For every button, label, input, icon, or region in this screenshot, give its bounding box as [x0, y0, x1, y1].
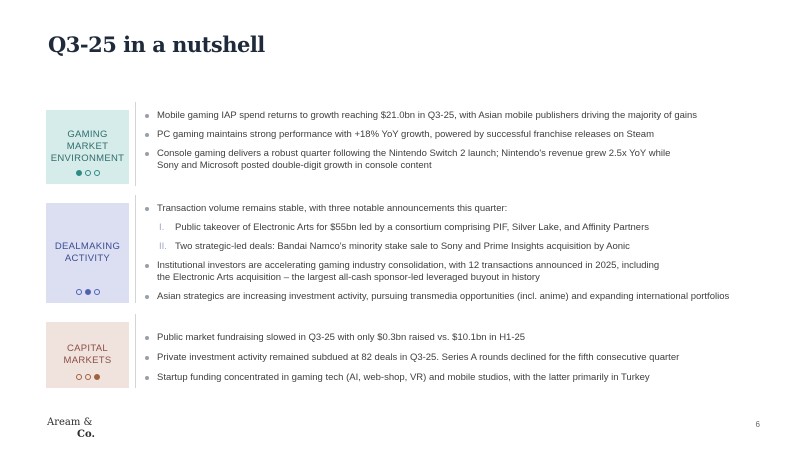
bullet-list	[145, 203, 745, 303]
bullet-item: Asian strategics are increasing investment activity, pursuing transmedia opportunities (incl. anime) and expanding international portfolios	[145, 291, 745, 303]
company-logo	[47, 417, 95, 441]
dot-filled-icon	[85, 289, 91, 295]
sub-bullet-text: Public takeover of Electronic Arts for $55bn led by a consortium comprising PIF, Silver Lake, and Affinity Partners	[175, 222, 649, 233]
bullet-item: Mobile gaming IAP spend returns to growth reaching $21.0bn in Q3-25, with Asian mobile publishers driving the majority of gains	[145, 110, 745, 122]
dot-filled-icon	[94, 374, 100, 380]
section-label-box	[46, 110, 129, 184]
section-label: DEALMAKING ACTIVITY	[54, 241, 121, 264]
progress-dots	[46, 170, 129, 176]
section-label-box	[46, 203, 129, 303]
sub-bullet-item	[145, 222, 745, 234]
dot-empty-icon	[94, 170, 100, 176]
section-capital-markets	[46, 322, 746, 388]
section-label: CAPITAL MARKETS	[63, 343, 112, 366]
progress-dots	[46, 374, 129, 380]
page-number: 6	[755, 420, 760, 429]
bullet-item: Transaction volume remains stable, with three notable announcements this quarter:	[145, 203, 745, 215]
divider	[135, 102, 136, 186]
progress-dots	[46, 289, 129, 295]
sub-bullet-item	[145, 241, 745, 253]
divider	[135, 314, 136, 388]
section-dealmaking	[46, 203, 746, 303]
bullet-item: PC gaming maintains strong performance with +18% YoY growth, powered by successful franchise releases on Steam	[145, 129, 745, 141]
sub-bullet-number: I.	[159, 222, 165, 233]
dot-empty-icon	[76, 289, 82, 295]
dot-empty-icon	[76, 374, 82, 380]
dot-filled-icon	[76, 170, 82, 176]
dot-empty-icon	[94, 289, 100, 295]
sub-bullet-text: Two strategic-led deals: Bandai Namco's minority stake sale to Sony and Prime Insights acquisition by Aonic	[175, 241, 630, 252]
sub-bullet-number: II.	[159, 241, 167, 252]
bullet-item: Institutional investors are accelerating gaming industry consolidation, with 12 transactions announced in 2025, including the Electronic Arts acquisition – the largest all-cash sponsor-led leveraged buyout in history	[145, 260, 745, 284]
logo-line-1: Aream &	[47, 417, 93, 428]
bullet-item: Public market fundraising slowed in Q3-25 with only $0.3bn raised vs. $10.1bn in H1-25	[145, 332, 745, 344]
bullet-item: Startup funding concentrated in gaming tech (AI, web-shop, VR) and mobile studios, with the latter primarily in Turkey	[145, 372, 745, 384]
bullet-list	[145, 110, 745, 172]
logo-line-2: Co.	[77, 429, 95, 440]
page-title: Q3-25 in a nutshell	[48, 32, 265, 57]
bullet-item: Console gaming delivers a robust quarter following the Nintendo Switch 2 launch; Nintendo's revenue grew 2.5x YoY while Sony and Microsoft posted double-digit growth in console content	[145, 148, 745, 172]
dot-empty-icon	[85, 374, 91, 380]
dot-empty-icon	[85, 170, 91, 176]
section-gaming-market	[46, 110, 746, 184]
section-label-box	[46, 322, 129, 388]
divider	[135, 195, 136, 303]
bullet-item: Private investment activity remained subdued at 82 deals in Q3-25. Series A rounds declined for the fifth consecutive quarter	[145, 352, 745, 364]
bullet-list	[145, 332, 745, 384]
section-label: GAMING MARKET ENVIRONMENT	[50, 129, 125, 164]
